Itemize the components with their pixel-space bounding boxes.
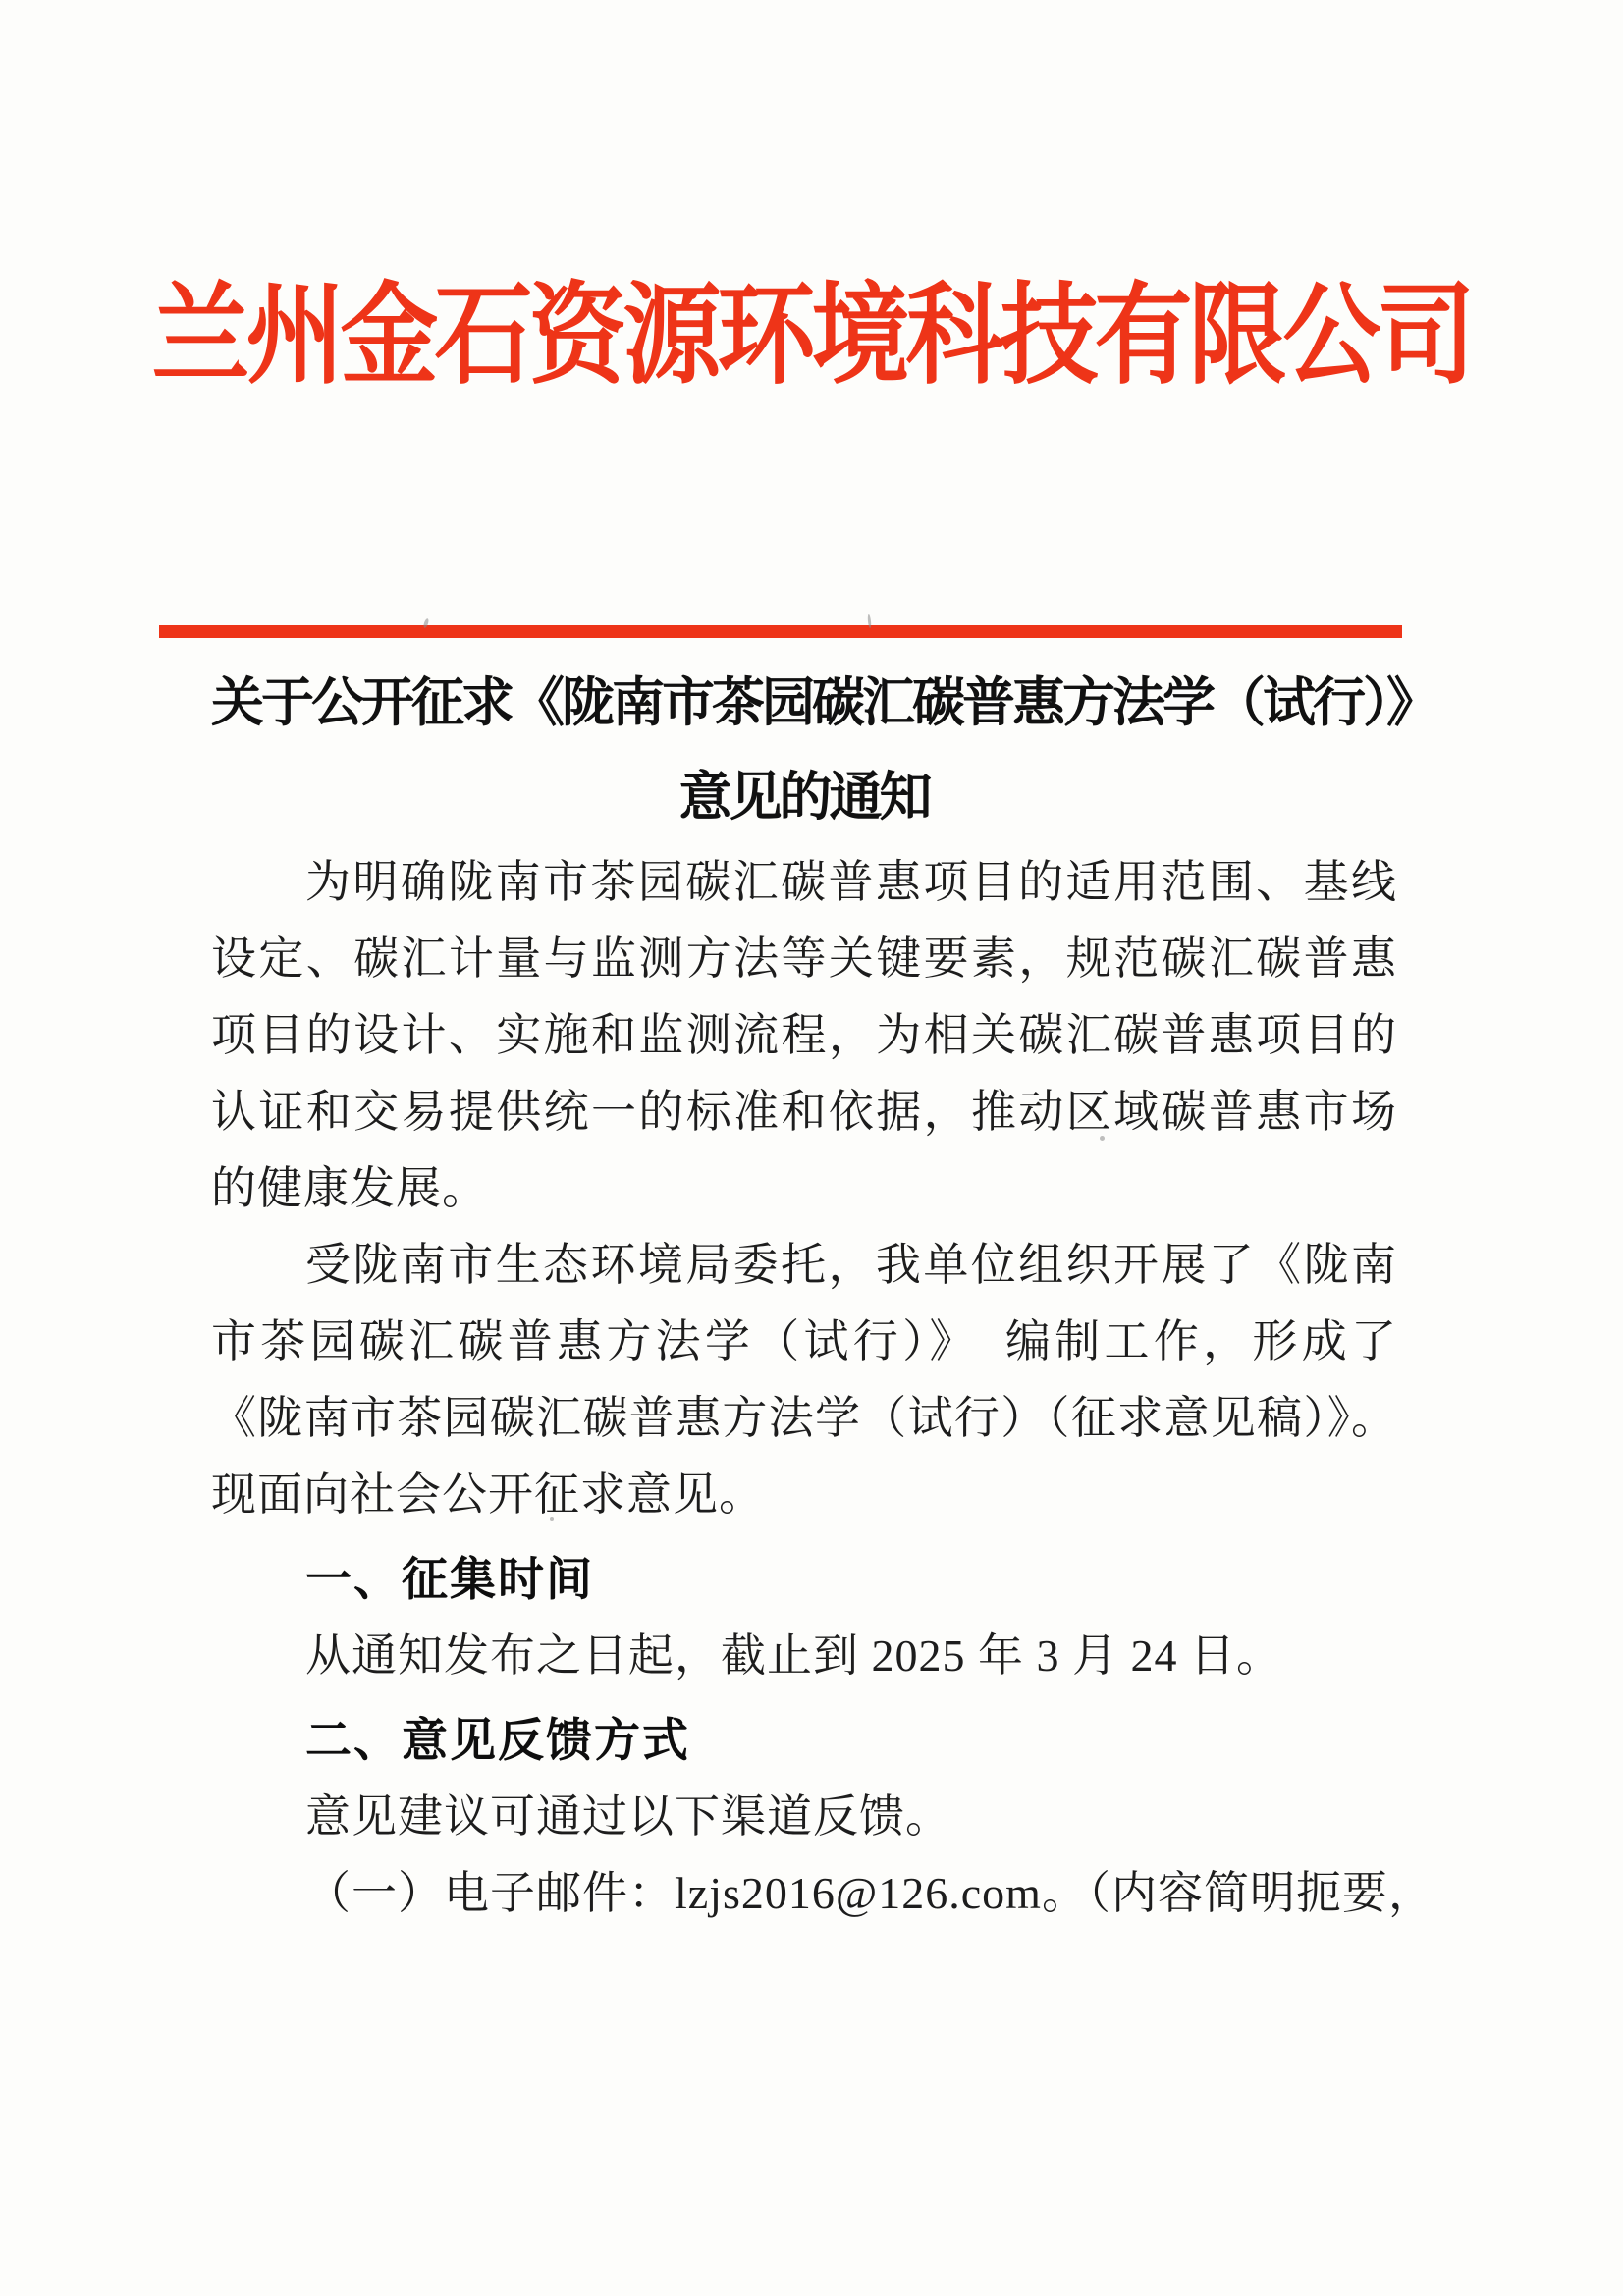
section2-heading: 二、意见反馈方式 xyxy=(305,1714,690,1766)
notice-title-line2: 意见的通知 xyxy=(678,768,930,827)
section1-paragraph: 从通知发布之日起，截止到 2025 年 3 月 24 日。 xyxy=(305,1630,1282,1681)
notice-title xyxy=(211,648,1436,844)
notice-body xyxy=(211,648,1436,1932)
background-paragraph: 受陇南市生态环境局委托，我单位组织开展了《陇南市茶园碳汇碳普惠方法学（试行）》 编制工作，形成了《陇南市茶园碳汇碳普惠方法学（试行）（征求意见稿）》。现面向社会公开征求意见。 xyxy=(211,1240,1397,1520)
company-letterhead: 兰州金石资源环境科技有限公司 xyxy=(151,275,1472,398)
email-contact-line: （一）电子邮件：lzjs2016@126.com。（内容简明扼要， xyxy=(305,1868,1434,1918)
letterhead-divider-rule xyxy=(159,625,1402,638)
notice-title-line1: 关于公开征求《陇南市茶园碳汇碳普惠方法学（试行）》 xyxy=(211,673,1436,732)
section1-heading: 一、征集时间 xyxy=(305,1553,594,1605)
section2-paragraph: 意见建议可通过以下渠道反馈。 xyxy=(305,1791,951,1842)
scan-speck xyxy=(867,614,871,628)
intro-paragraph: 为明确陇南市茶园碳汇碳普惠项目的适用范围、基线设定、碳汇计量与监测方法等关键要素，规范碳汇碳普惠项目的设计、实施和监测流程，为相关碳汇碳普惠项目的认证和交易提供统一的标准和依据，推动区域碳普惠市场的健康发展。 xyxy=(211,857,1397,1213)
